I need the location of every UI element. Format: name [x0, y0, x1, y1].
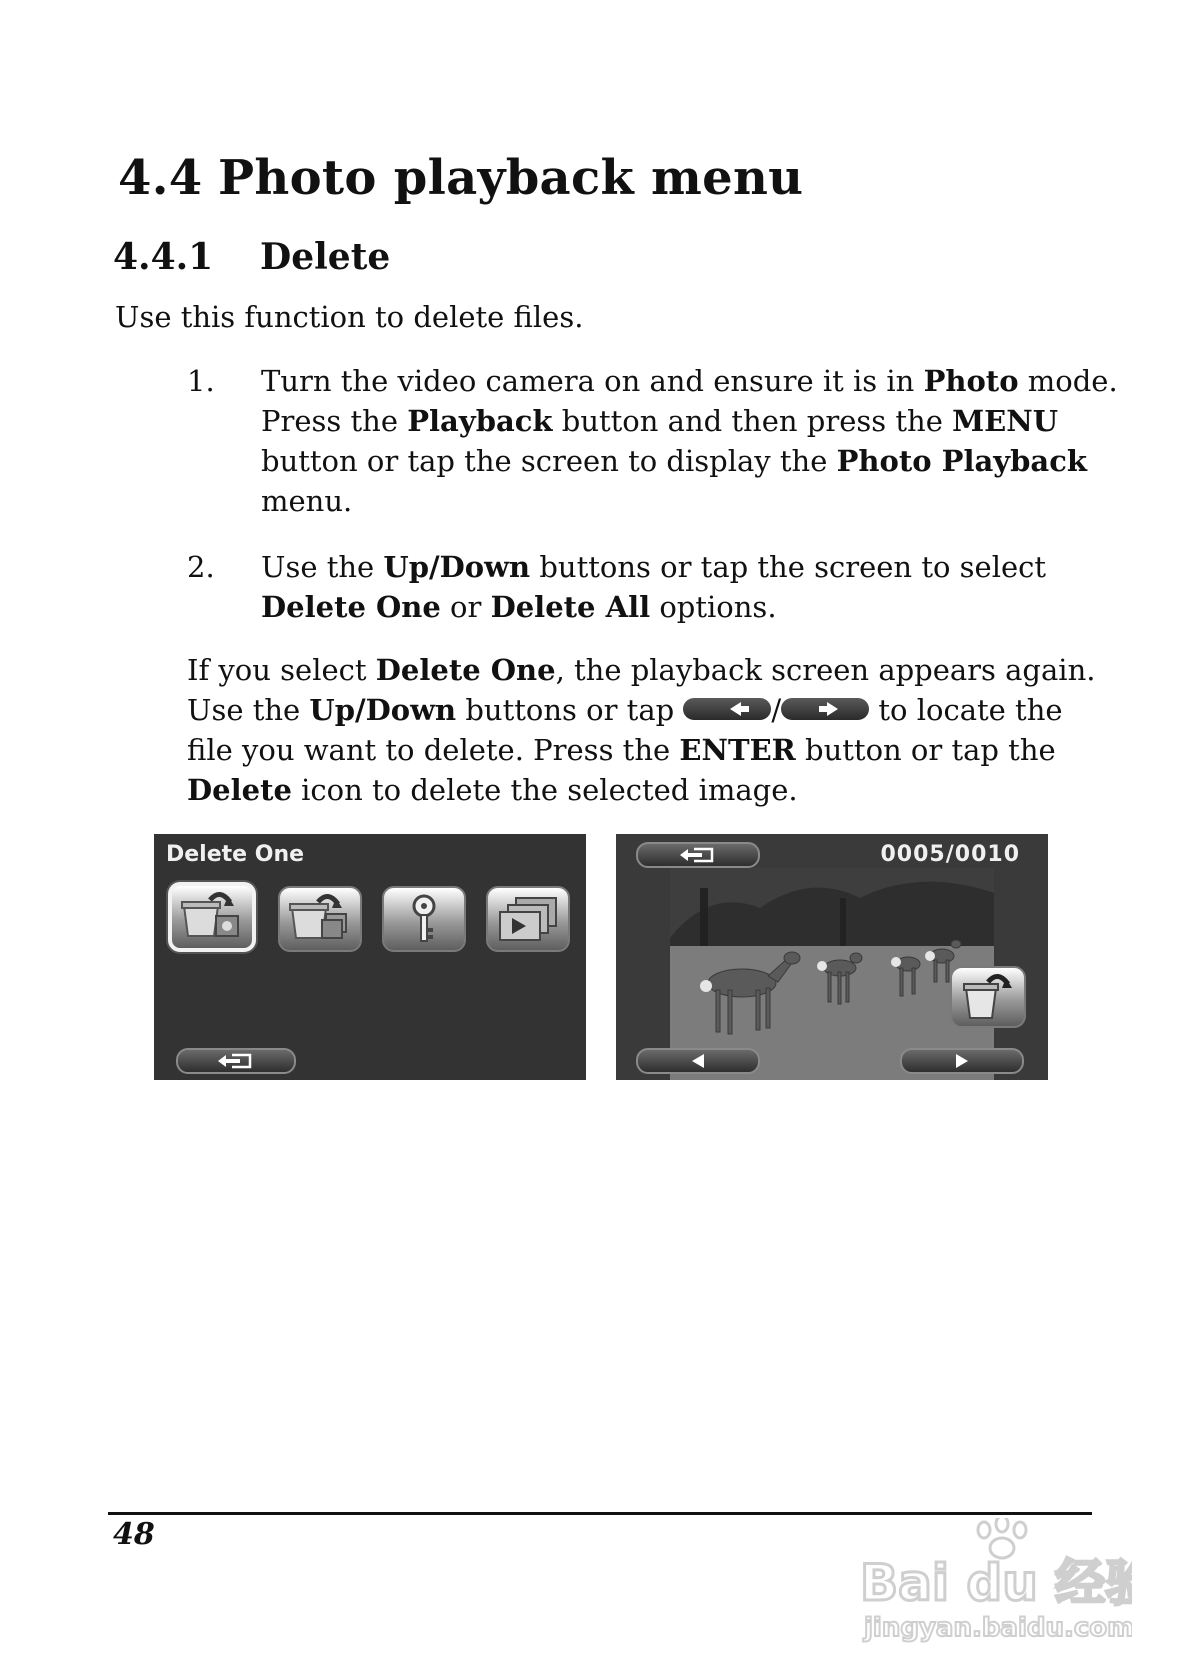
delete-one-icon: [168, 882, 256, 952]
delete-one-paragraph: If you select Delete One, the playback screen appears again. Use the Up/Down buttons or tap / to locate the file you want to delete. Press the ENTER button or tap the Delete icon to delete the selected image.: [187, 653, 1096, 807]
step-line: menu.: [261, 484, 353, 518]
step-line: Use the Up/Down buttons or tap the screen to select: [261, 550, 1047, 584]
watermark-brand: Bai du 经验: [860, 1554, 1132, 1612]
step-line: Turn the video camera on and ensure it is in Photo mode.: [261, 364, 1118, 398]
delete-icon: [950, 966, 1026, 1028]
right-arrow-button-icon: [781, 698, 869, 720]
delete-menu-screenshot: [154, 834, 586, 1080]
subsection-title: Delete: [260, 236, 391, 278]
slideshow-icon: [486, 886, 570, 952]
playback-screenshot: [616, 834, 1048, 1080]
exit-button: [176, 1048, 296, 1074]
intro-text: Use this function to delete files.: [115, 300, 584, 334]
left-arrow-button-icon: [683, 698, 771, 720]
step-number: 2.: [187, 550, 215, 584]
step-number: 1.: [187, 364, 215, 398]
page-number: 48: [113, 1517, 155, 1552]
previous-button: [636, 1048, 760, 1074]
step-line: Delete One or Delete All options.: [261, 590, 777, 624]
exit-button: [636, 842, 760, 868]
screen-title: Delete One: [166, 842, 305, 867]
section-number: 4.4: [118, 150, 203, 206]
baidu-watermark: [852, 1518, 1132, 1646]
watermark-url: jingyan.baidu.com: [864, 1613, 1132, 1643]
subsection-number: 4.4.1: [113, 236, 214, 278]
delete-all-icon: [278, 886, 362, 952]
step-line: Press the Playback button and then press the MENU: [261, 404, 1059, 438]
subsection-heading: [113, 236, 390, 278]
section-heading: [118, 150, 803, 206]
next-button: [900, 1048, 1024, 1074]
step-line: button or tap the screen to display the Photo Playback: [261, 444, 1087, 478]
file-counter: 0005/0010: [880, 842, 1020, 867]
protect-key-icon: [382, 886, 466, 952]
footer-rule: [108, 1512, 1092, 1515]
section-title: Photo playback menu: [218, 150, 804, 206]
